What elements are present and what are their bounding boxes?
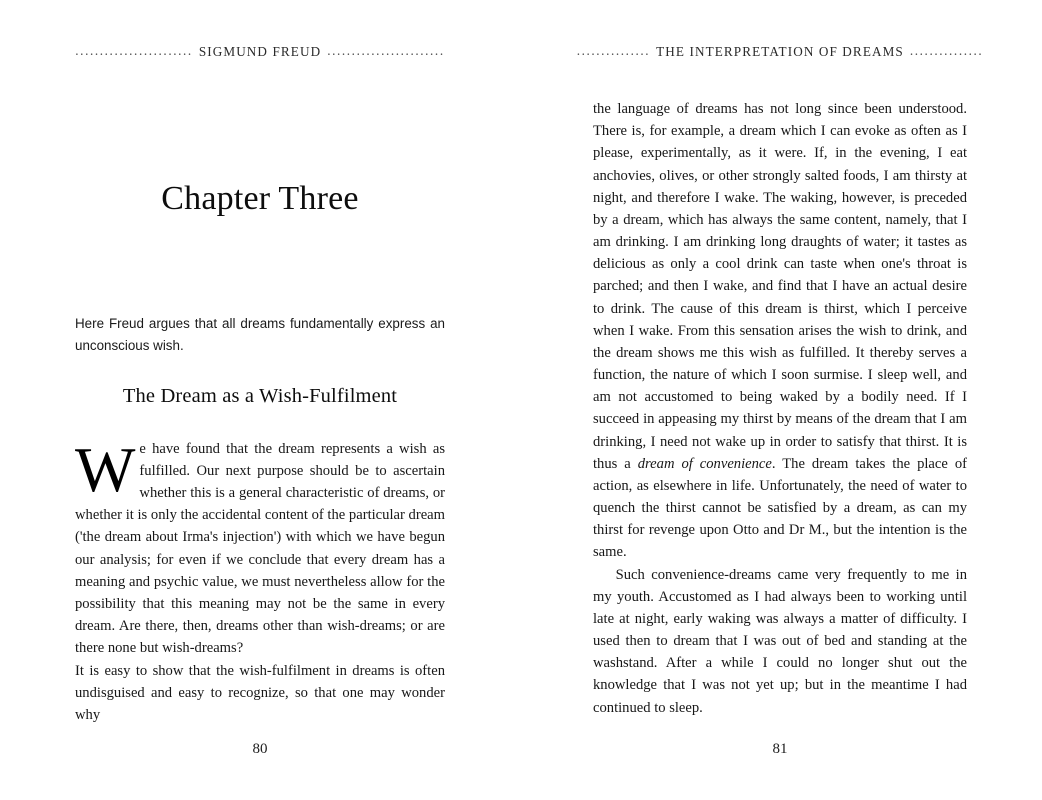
italic-phrase: dream of convenience xyxy=(637,455,772,472)
page-number-left: 80 xyxy=(252,741,268,757)
leader-dots-left-end: ........................ xyxy=(327,43,445,58)
paragraph-text-before-italic: the language of dreams has not long since been understood. There is, for example, a dream which I can evoke as often as I please, experimentally, as it were. If, in the evening, I eat anchovies, olives, or other strongly salted foods, I am thirsty at night, and therefore I wake. The waking, however, is preceded by a dream, which has always the same content, namely, that I am drinking. I am drinking long draughts of water; it tastes as delicious as only a cool drink can taste when one's throat is parched; and then I wake, and find that I have an actual desire to drink. The cause of this dream is thirst, which I perceive when I wake. From this sensation arises the wish to drink, and the dream shows me this wish as fulfilled. It thereby serves a function, the nature of which I soon surmise. I sleep well, and am not accustomed to being waked by a bodily need. If I succeed in appeasing my thirst by means of the dream that I am drinking, I need not wake up in order to satisfy that thirst. It is thus a xyxy=(593,101,967,472)
body-paragraph-continued xyxy=(593,98,967,564)
body-paragraph-second: It is easy to show that the wish-fulfilment in dreams is often undisguised and easy to recognize, so that one may wonder why xyxy=(75,662,445,723)
body-paragraph-convenience-dreams: Such convenience-dreams came very frequently to me in my youth. Accustomed as I had always been to working until late at night, early waking was always a matter of difficulty. I used then to dream that I was out of bed and standing at the washstand. After a while I could no longer shut out the knowledge that I was not yet up; but in the meantime I had continued to sleep. xyxy=(593,566,967,716)
running-head-right-title: THE INTERPRETATION OF DREAMS xyxy=(656,44,904,59)
body-paragraph-dropcap: We have found that the dream represents a wish as fulfilled. Our next purpose should be to ascertain whether this is a general characteristic of dreams, or whether it is only the accidental content of the particular dream ('the dream about Irma's injection') with which we have begun our analysis; for even if we conclude that every dream has a meaning and psychic value, we must nevertheless allow for the possibility that this meaning may not be the same in every dream. Are there, then, dreams other than wish-dreams; or are there none but wish-dreams? xyxy=(75,433,445,657)
right-page-column xyxy=(593,98,967,719)
section-heading: The Dream as a Wish-Fulfilment xyxy=(122,384,398,407)
chapter-blurb: Here Freud argues that all dreams fundamentally express an unconscious wish. xyxy=(75,316,445,354)
paragraph-text-after-italic: . The dream takes the place of action, as elsewhere in life. Unfortunately, the need of water to quench the thirst cannot be satisfied by a dream, as can my thirst for revenge upon Otto and Dr M., but the intention is the same. xyxy=(593,455,967,561)
leader-dots-right-end: ............... xyxy=(909,43,984,58)
running-head-left-title: SIGMUND FREUD xyxy=(198,44,322,59)
chapter-title: Chapter Three xyxy=(161,180,359,217)
running-head-right xyxy=(576,43,984,60)
leader-dots-right-start: ............... xyxy=(576,43,651,58)
page-number-right: 81 xyxy=(772,741,788,757)
running-head-left xyxy=(76,44,444,60)
left-page-column xyxy=(75,98,445,726)
leader-dots-left-start: ........................ xyxy=(75,43,193,58)
